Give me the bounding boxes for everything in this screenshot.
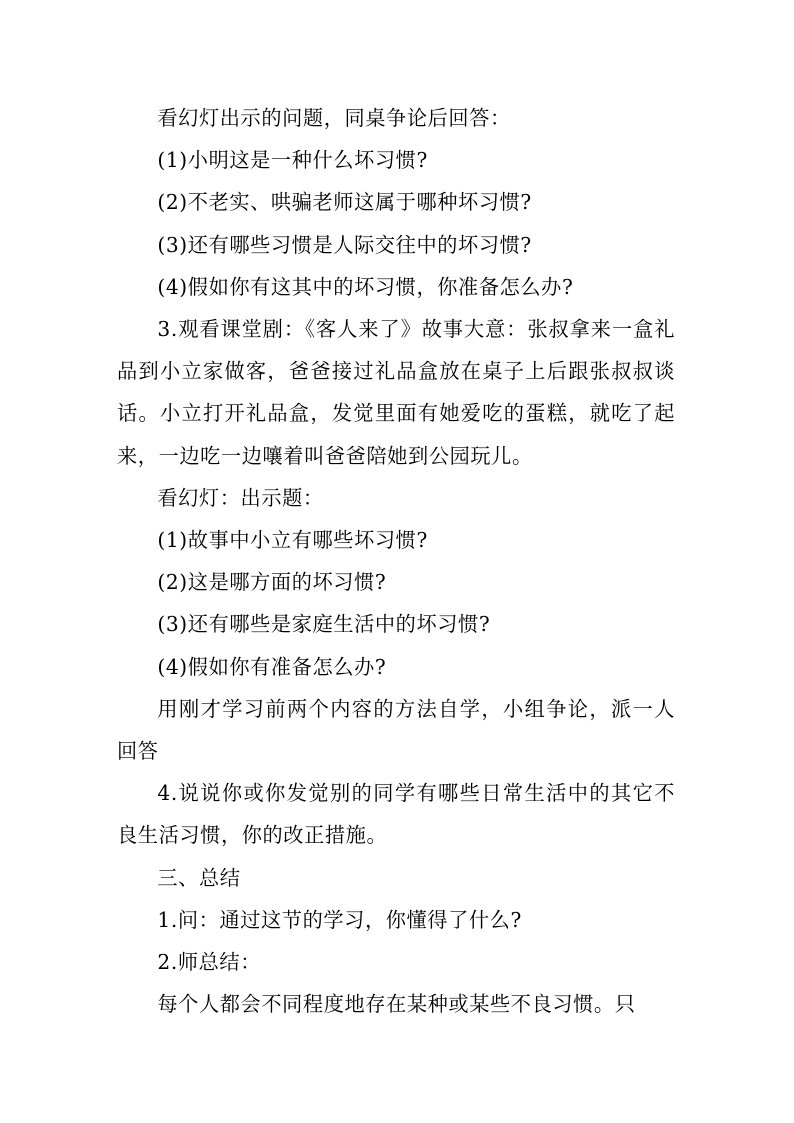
question-item: (2)这是哪方面的坏习惯? <box>157 570 387 595</box>
paragraph: 每个人都会不同程度地存在某种或某些不良习惯。只 <box>157 992 636 1017</box>
paragraph: 2.师总结： <box>157 950 262 975</box>
paragraph: 4.说说你或你发觉别的同学有哪些日常生活中的其它不良生活习惯，你的改正措施。 <box>117 781 675 848</box>
question-item: (1)小明这是一种什么坏习惯? <box>157 148 428 173</box>
question-item: (4)假如你有准备怎么办? <box>157 654 387 679</box>
question-item: (3)还有哪些是家庭生活中的坏习惯? <box>157 612 491 637</box>
paragraph: 1.问：通过这节的学习，你懂得了什么? <box>157 907 522 932</box>
question-item: (4)假如你有这其中的坏习惯，你准备怎么办? <box>157 274 574 299</box>
question-item: (2)不老实、哄骗老师这属于哪种坏习惯? <box>157 190 532 215</box>
section-heading: 三、总结 <box>157 865 241 890</box>
question-item: (1)故事中小立有哪些坏习惯? <box>157 528 428 553</box>
paragraph: 用刚才学习前两个内容的方法自学，小组争论，派一人回答 <box>117 696 675 764</box>
paragraph: 看幻灯：出示题： <box>157 485 324 510</box>
paragraph: 看幻灯出示的问题，同桌争论后回答： <box>157 106 511 130</box>
question-item: (3)还有哪些习惯是人际交往中的坏习惯? <box>157 232 532 257</box>
document-body <box>117 97 675 1025</box>
paragraph: 3.观看课堂剧：《客人来了》故事大意：张叔拿来一盒礼品到小立家做客，爸爸接过礼品盒放在桌子上后跟张叔叔谈话。小立打开礼品盒，发觉里面有她爱吃的蛋糕，就吃了起来，一边吃一边嚷着叫爸爸陪她到公园玩儿。 <box>117 317 675 468</box>
